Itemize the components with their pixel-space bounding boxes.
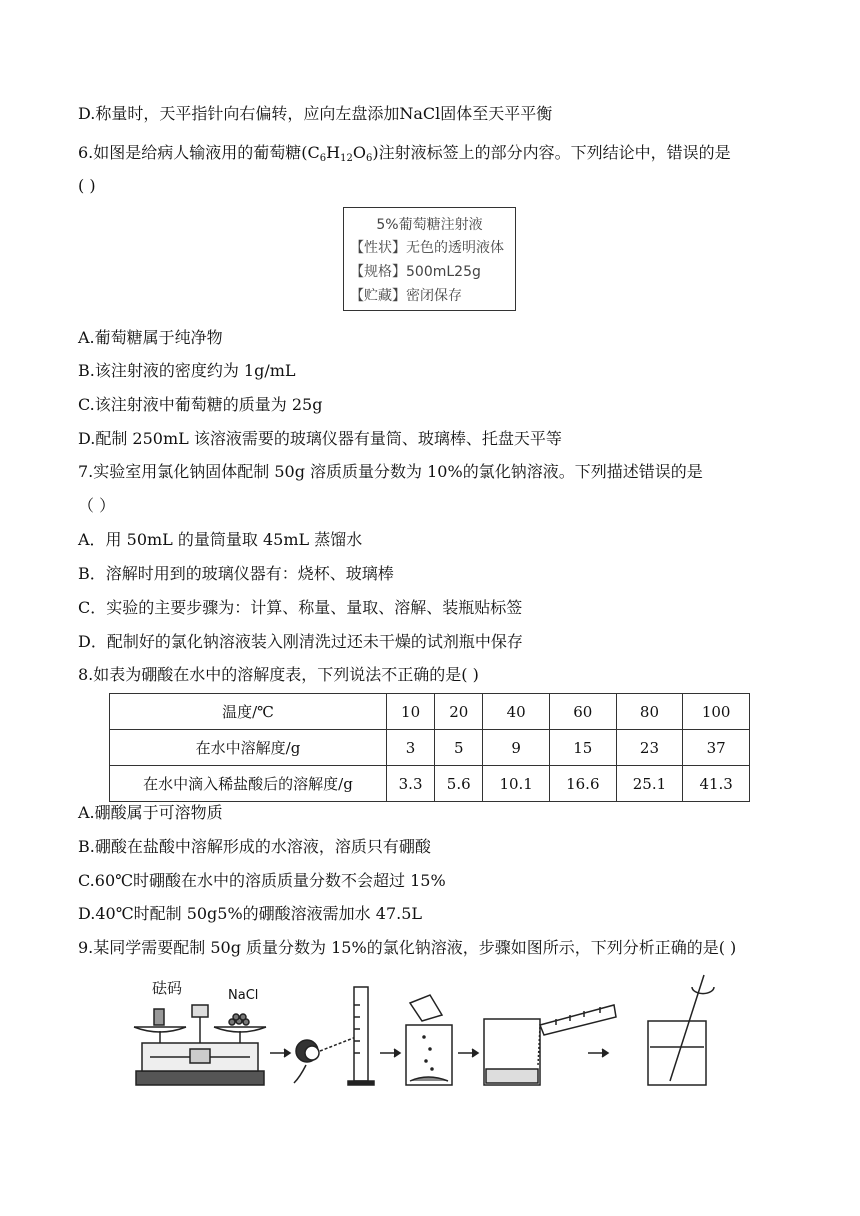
table-cell: 100 bbox=[683, 694, 750, 730]
q7-stem: 7.实验室用氯化钠固体配制 50g 溶质质量分数为 10%的氯化钠溶液。下列描述错误的是 bbox=[78, 462, 703, 481]
table-row bbox=[110, 766, 750, 802]
table-cell: 23 bbox=[616, 730, 683, 766]
q6-stem: 6.如图是给病人输液用的葡萄糖$(C_6H_{12}O_6)$注射液标签上的部分内容。下列结论中，错误的是 bbox=[78, 143, 731, 164]
table-cell: 80 bbox=[616, 694, 683, 730]
table-cell: 41.3 bbox=[683, 766, 750, 802]
balance-scale-icon bbox=[134, 1005, 266, 1085]
q6-option-a: A.葡萄糖属于纯净物 bbox=[78, 328, 223, 347]
q6-option-c: C.该注射液中葡萄糖的质量为 25g bbox=[78, 395, 323, 414]
stirring-beaker-icon bbox=[648, 975, 714, 1085]
table-cell: 60 bbox=[549, 694, 616, 730]
nacl-label: NaCl bbox=[228, 988, 259, 1003]
pouring-solid-icon bbox=[406, 995, 452, 1085]
label-storage: 【贮藏】密闭保存 bbox=[350, 288, 462, 304]
table-row bbox=[110, 730, 750, 766]
q6-answer-paren: ( ) bbox=[78, 176, 96, 195]
q8-option-c: C.60℃时硼酸在水中的溶质质量分数不会超过 15% bbox=[78, 871, 446, 890]
q7-option-c: C．实验的主要步骤为：计算、称量、量取、溶解、装瓶贴标签 bbox=[78, 598, 523, 617]
weights-label: 砝码 bbox=[152, 979, 183, 997]
table-cell: 37 bbox=[683, 730, 750, 766]
pouring-water-icon bbox=[484, 1005, 616, 1085]
table-cell: 20 bbox=[435, 694, 483, 730]
q7-answer-paren: （ ） bbox=[78, 496, 116, 515]
q6-option-b: B.该注射液的密度约为 1g/mL bbox=[78, 361, 296, 380]
table-cell: 温度/℃ bbox=[110, 694, 387, 730]
glucose-label-box bbox=[343, 207, 516, 311]
procedure-figure bbox=[120, 965, 760, 1095]
q8-option-b: B.硼酸在盐酸中溶解形成的水溶液，溶质只有硼酸 bbox=[78, 837, 431, 856]
q5-option-d: D.称量时，天平指针向右偏转，应向左盘添加NaCl固体至天平平衡 bbox=[78, 104, 553, 123]
q7-option-a: A．用 50mL 的量筒量取 45mL 蒸馏水 bbox=[78, 530, 363, 549]
table-row bbox=[110, 694, 750, 730]
table-cell: 9 bbox=[483, 730, 550, 766]
table-cell: 10 bbox=[387, 694, 435, 730]
q6-option-d: D.配制 250mL 该溶液需要的玻璃仪器有量筒、玻璃棒、托盘天平等 bbox=[78, 429, 562, 448]
table-cell: 15 bbox=[549, 730, 616, 766]
q9-stem: 9.某同学需要配制 50g 质量分数为 15%的氯化钠溶液，步骤如图所示，下列分析正确的是( ) bbox=[78, 938, 737, 957]
procedure-illustration bbox=[120, 965, 760, 1095]
table-cell: 在水中滴入稀盐酸后的溶解度/g bbox=[110, 766, 387, 802]
reading-cylinder-icon bbox=[294, 987, 374, 1085]
table-cell: 在水中溶解度/g bbox=[110, 730, 387, 766]
label-spec: 【规格】500mL25g bbox=[350, 264, 481, 280]
q8-option-a: A.硼酸属于可溶物质 bbox=[78, 803, 223, 822]
table-cell: 5 bbox=[435, 730, 483, 766]
table-cell: 5.6 bbox=[435, 766, 483, 802]
table-cell: 16.6 bbox=[549, 766, 616, 802]
label-property: 【性状】无色的透明液体 bbox=[350, 240, 504, 256]
q8-option-d: D.40℃时配制 50g5%的硼酸溶液需加水 47.5L bbox=[78, 904, 423, 923]
table-cell: 25.1 bbox=[616, 766, 683, 802]
label-title: 5%葡萄糖注射液 bbox=[376, 217, 483, 233]
table-cell: 3.3 bbox=[387, 766, 435, 802]
q7-option-b: B．溶解时用到的玻璃仪器有：烧杯、玻璃棒 bbox=[78, 564, 394, 583]
solubility-table bbox=[109, 693, 750, 802]
q7-option-d: D．配制好的氯化钠溶液装入刚清洗过还未干燥的试剂瓶中保存 bbox=[78, 632, 523, 651]
table-cell: 10.1 bbox=[483, 766, 550, 802]
table-cell: 40 bbox=[483, 694, 550, 730]
q8-stem: 8.如表为硼酸在水中的溶解度表，下列说法不正确的是( ) bbox=[78, 665, 479, 684]
table-cell: 3 bbox=[387, 730, 435, 766]
